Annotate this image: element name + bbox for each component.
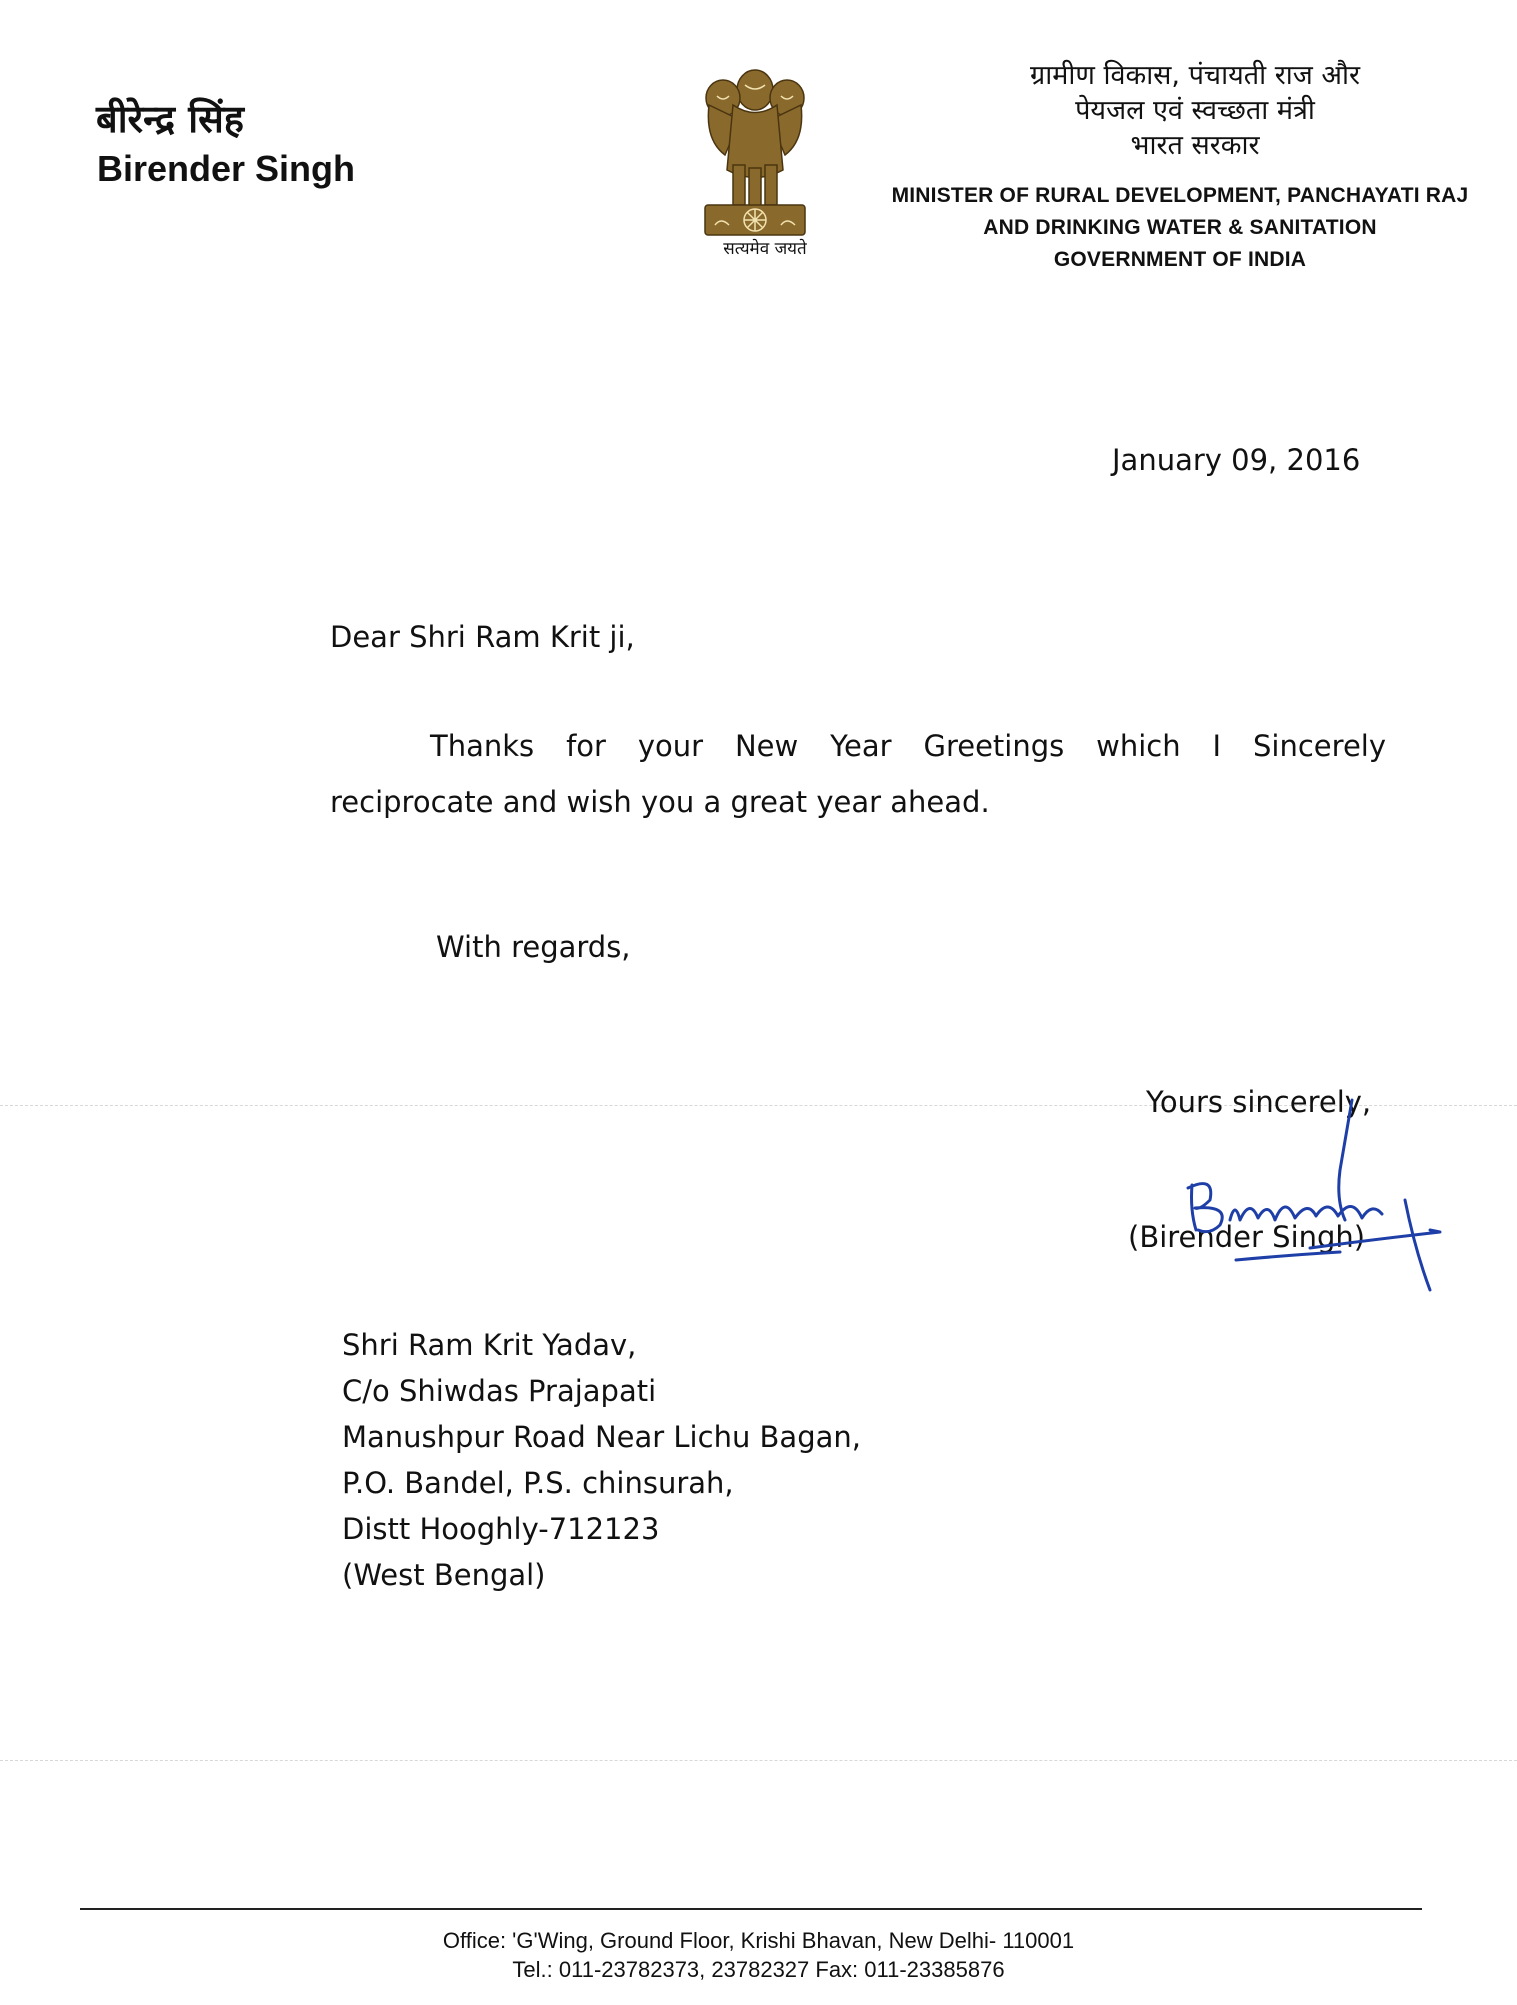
regards: With regards, <box>436 930 631 964</box>
letter-body <box>330 718 1386 830</box>
footer-office: Office: 'G'Wing, Ground Floor, Krishi Bhavan, New Delhi- 110001 <box>442 1928 1075 1953</box>
national-emblem-icon <box>695 60 815 265</box>
salutation: Dear Shri Ram Krit ji, <box>330 620 635 654</box>
address-line: C/o Shiwdas Prajapati <box>342 1374 657 1408</box>
designation-english <box>860 180 1500 276</box>
letter-body-line: Thanks for your New Year Greetings which I Sincerely <box>430 729 1386 763</box>
designation-english-line: GOVERNMENT OF INDIA <box>1053 248 1307 271</box>
designation-english-line: MINISTER OF RURAL DEVELOPMENT, PANCHAYATI RAJ <box>891 184 1469 207</box>
closing: Yours sincerely, <box>1146 1085 1372 1119</box>
address-line: Shri Ram Krit Yadav, <box>342 1328 637 1362</box>
sender-name-english: Birender Singh <box>97 148 356 189</box>
footer-contact: Tel.: 011-23782373, 23782327 Fax: 011-23385876 <box>512 1957 1005 1982</box>
fold-line <box>0 1760 1517 1761</box>
designation-hindi <box>900 58 1490 163</box>
designation-hindi-line: पेयजल एवं स्वच्छता मंत्री <box>1075 95 1315 126</box>
letter-body-line: reciprocate and wish you a great year ahead. <box>330 785 990 819</box>
address-line: (West Bengal) <box>342 1558 546 1592</box>
handwritten-signature <box>1140 1080 1460 1320</box>
address-line: Distt Hooghly-712123 <box>342 1512 660 1546</box>
emblem-motto: सत्यमेव जयते <box>723 239 807 259</box>
designation-english-line: AND DRINKING WATER & SANITATION <box>983 216 1377 239</box>
address-line: P.O. Bandel, P.S. chinsurah, <box>342 1466 734 1500</box>
designation-hindi-line: ग्रामीण विकास, पंचायती राज और <box>1029 60 1361 91</box>
footer <box>0 1926 1517 1984</box>
sender-name-hindi: बीरेन्द्र सिंह <box>96 97 244 141</box>
letter-date: January 09, 2016 <box>1112 443 1361 477</box>
address-line: Manushpur Road Near Lichu Bagan, <box>342 1420 861 1454</box>
designation-hindi-line: भारत सरकार <box>1130 130 1260 161</box>
footer-divider <box>80 1908 1422 1910</box>
recipient-address <box>342 1322 861 1598</box>
signatory-name: (Birender Singh) <box>1128 1220 1366 1254</box>
